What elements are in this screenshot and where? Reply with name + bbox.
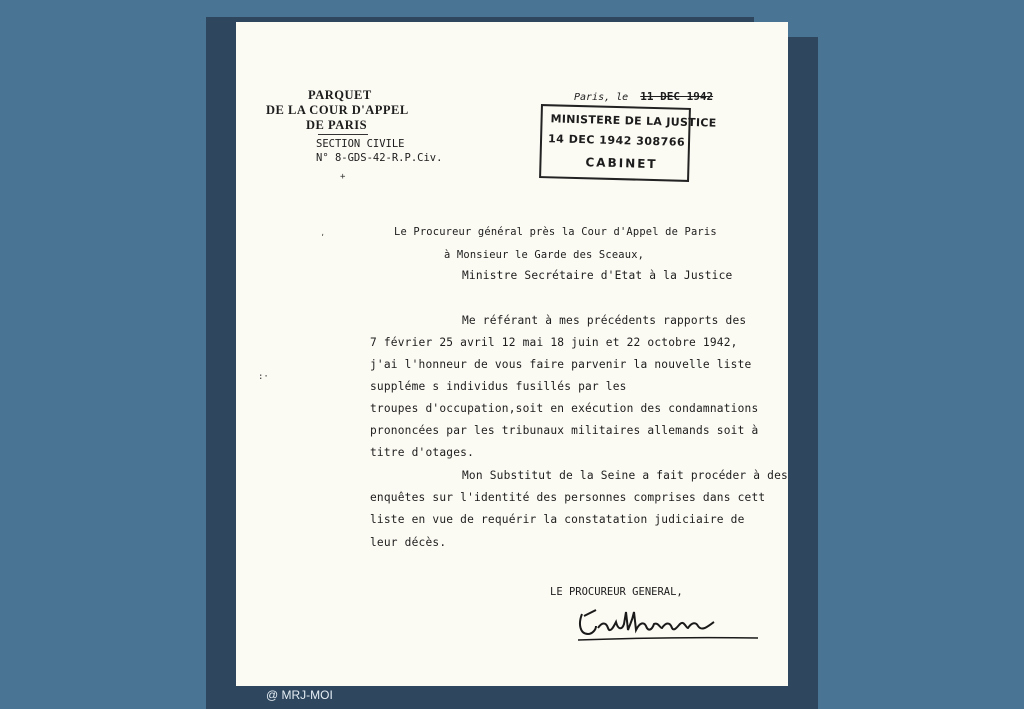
body-line-5: troupes d'occupation,soit en exécution des condamnations bbox=[370, 402, 759, 415]
dateline-date: 11 DEC 1942 bbox=[640, 90, 714, 103]
dateline bbox=[574, 90, 713, 103]
body-line-2: 7 février 25 avril 12 mai 18 juin et 22 octobre 1942, bbox=[370, 336, 738, 349]
mark-plus: + bbox=[340, 172, 346, 182]
address-line-1: Le Procureur général près la Cour d'Appel de Paris bbox=[394, 226, 717, 238]
body-line-4: suppléme s individus fusillés par les bbox=[370, 380, 627, 393]
header-line-3: DE PARIS bbox=[306, 118, 368, 132]
address-line-3: Ministre Secrétaire d'Etat à la Justice bbox=[462, 269, 733, 282]
signatory-title: LE PROCUREUR GENERAL, bbox=[550, 586, 683, 598]
body-line-6: prononcées par les tribunaux militaires allemands soit à bbox=[370, 424, 759, 437]
background-shadow-right bbox=[788, 37, 818, 707]
handwritten-signature bbox=[574, 604, 764, 644]
header-rule bbox=[318, 134, 368, 135]
stamp-line-1: MINISTERE DE LA JUSTICE bbox=[550, 112, 717, 130]
dateline-place: Paris, le bbox=[574, 92, 629, 103]
body-line-3: j'ai l'honneur de vous faire parvenir la nouvelle liste bbox=[370, 358, 752, 371]
body-line-1: Me référant à mes précédents rapports des bbox=[462, 314, 747, 327]
mark-dot: ʹ bbox=[320, 234, 326, 244]
header-line-2: DE LA COUR D'APPEL bbox=[266, 103, 409, 117]
header-line-1: PARQUET bbox=[308, 88, 372, 102]
stamp-line-3: CABINET bbox=[585, 155, 658, 172]
section-label: SECTION CIVILE bbox=[316, 138, 405, 150]
body-line-10: liste en vue de requérir la constatation judiciaire de bbox=[370, 513, 745, 526]
image-credit: @ MRJ-MOI bbox=[266, 688, 333, 702]
address-line-2: à Monsieur le Garde des Sceaux, bbox=[444, 249, 645, 261]
stamp-line-2: 14 DEC 1942 308766 bbox=[547, 132, 686, 149]
document-page bbox=[236, 22, 788, 686]
mark-dots: :· bbox=[258, 372, 269, 382]
body-line-9: enquêtes sur l'identité des personnes comprises dans cett bbox=[370, 491, 766, 504]
reference-number: N° 8-GDS-42-R.P.Civ. bbox=[316, 152, 443, 164]
ministry-stamp bbox=[539, 104, 717, 182]
body-line-7: titre d'otages. bbox=[370, 446, 475, 459]
body-line-8: Mon Substitut de la Seine a fait procéder à des bbox=[462, 469, 788, 482]
body-line-11: leur décès. bbox=[370, 536, 447, 549]
